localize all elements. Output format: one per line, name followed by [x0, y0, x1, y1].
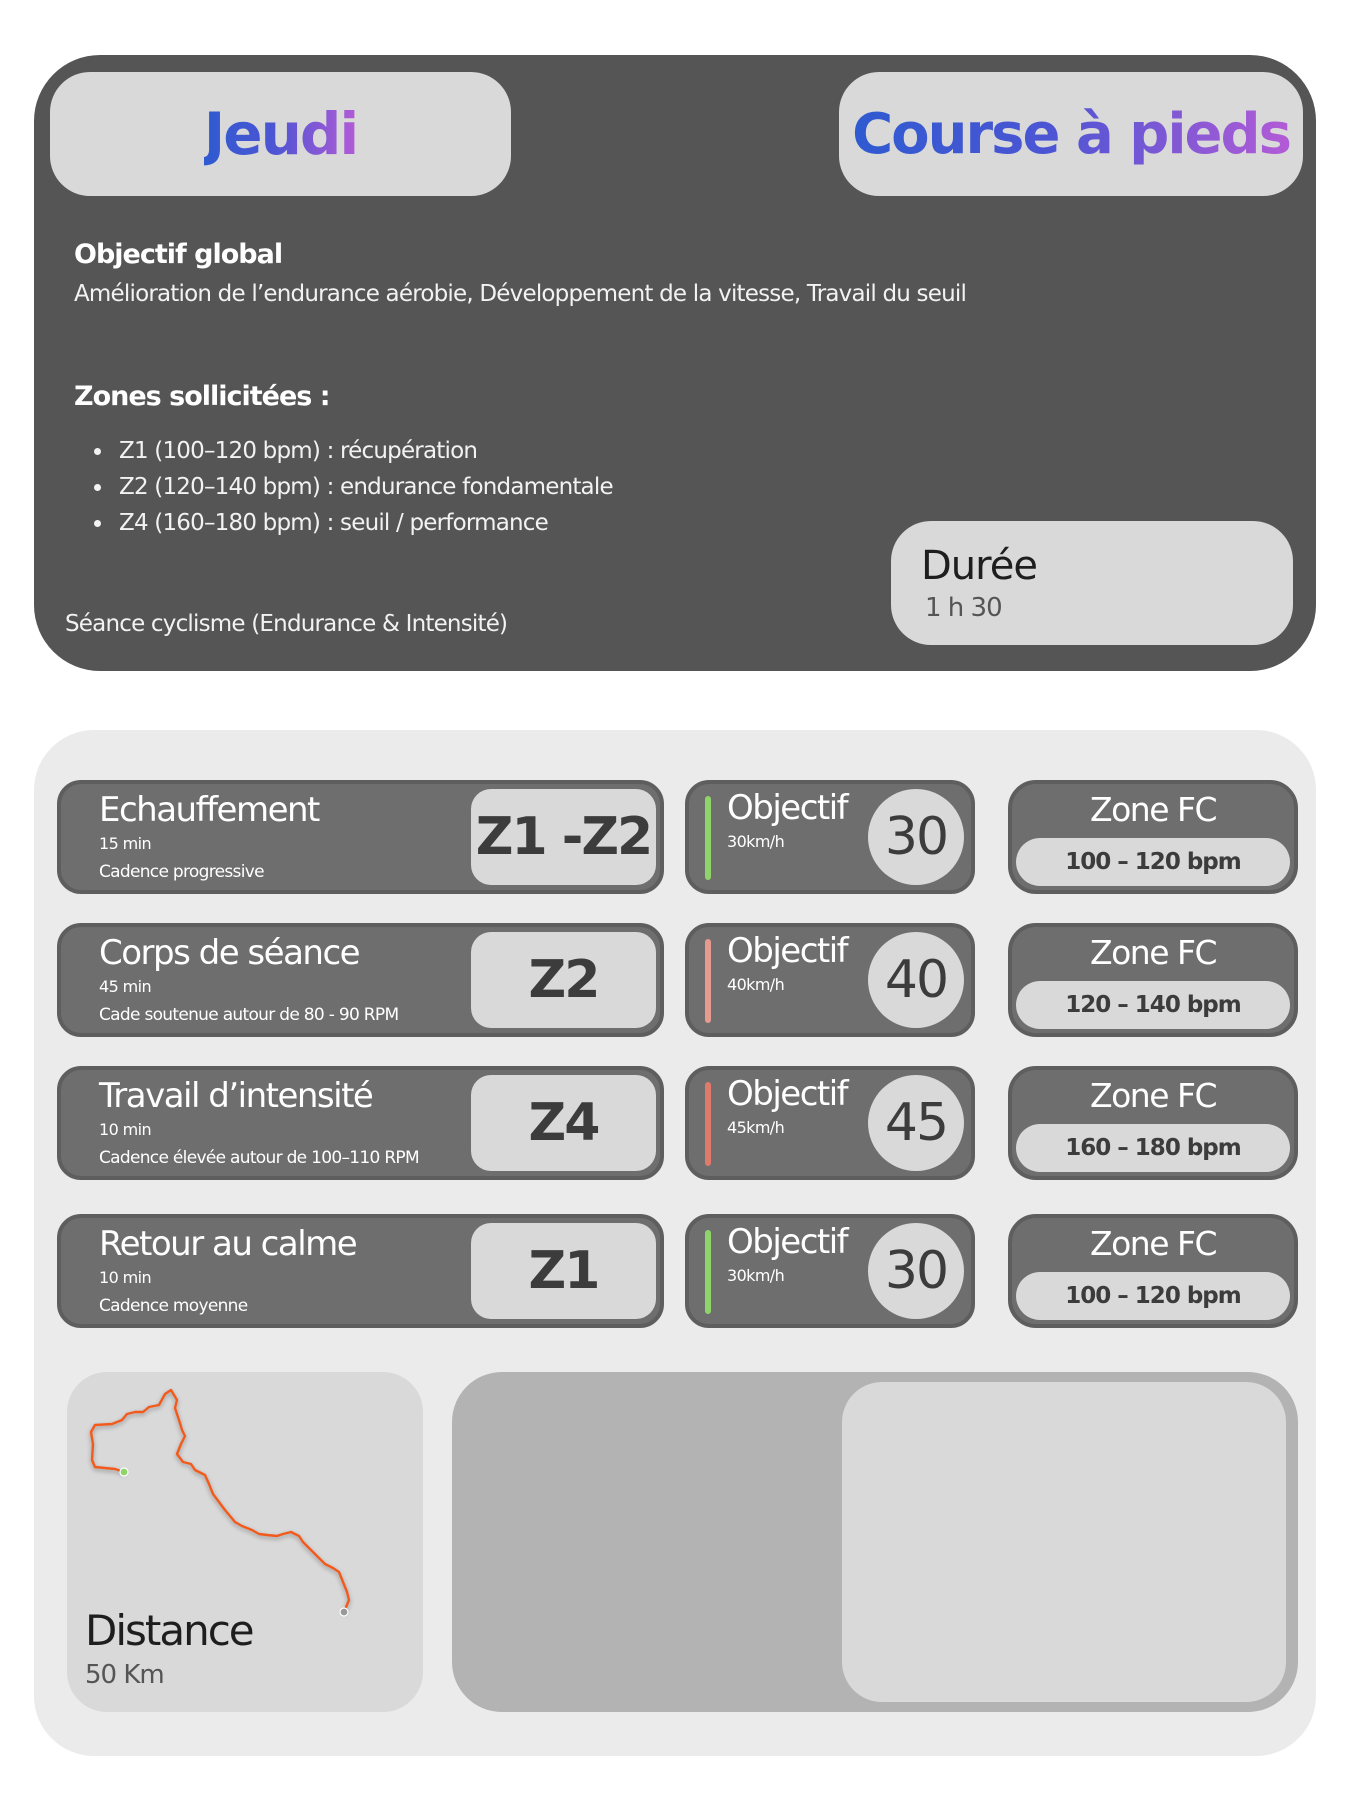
phase-row-cooldown [34, 1214, 1316, 1328]
phase-duration: 10 min [99, 1268, 152, 1287]
phase-row-warmup [34, 780, 1316, 894]
zones-list-item: Z2 (120–140 bpm) : endurance fondamentale [94, 469, 613, 505]
phase-card [57, 923, 664, 1037]
phase-cadence: Cadence élevée autour de 100–110 RPM [99, 1148, 419, 1168]
zones-list-item: Z1 (100–120 bpm) : récupération [94, 433, 613, 469]
heart-rate-zone-card [1008, 780, 1298, 894]
zone-badge: Z2 [471, 932, 656, 1028]
route-map-card [67, 1372, 423, 1712]
phase-cadence: Cadence moyenne [99, 1296, 248, 1316]
placeholder-inner-panel [842, 1382, 1286, 1702]
phase-row-intensity [34, 1066, 1316, 1180]
zones-list-item: Z4 (160–180 bpm) : seuil / performance [94, 505, 613, 541]
session-footnote: Séance cyclisme (Endurance & Intensité) [65, 611, 508, 637]
phase-name: Retour au calme [99, 1224, 357, 1264]
day-label: Jeudi [203, 100, 358, 168]
objective-value-circle: 45 [868, 1075, 964, 1171]
heart-rate-zone-card [1008, 923, 1298, 1037]
fc-label: Zone FC [1089, 790, 1217, 829]
fc-range: 160 – 180 bpm [1016, 1124, 1290, 1172]
phase-card [57, 1214, 664, 1328]
route-end-marker [340, 1608, 348, 1616]
objective-text: Amélioration de l’endurance aérobie, Développement de la vitesse, Travail du seuil [74, 281, 967, 307]
fc-label: Zone FC [1089, 1076, 1217, 1115]
route-line [91, 1390, 349, 1612]
phase-duration: 10 min [99, 1120, 152, 1139]
phase-name: Travail d’intensité [99, 1076, 373, 1116]
objective-speed: 30km/h [727, 1266, 785, 1285]
sport-label: Course à pieds [852, 101, 1290, 167]
objective-color-bar [705, 1230, 711, 1314]
objective-card [685, 923, 975, 1037]
objective-color-bar [705, 939, 711, 1023]
duration-value: 1 h 30 [925, 593, 1002, 623]
objective-value-circle: 30 [868, 789, 964, 885]
fc-range: 120 – 140 bpm [1016, 981, 1290, 1029]
objective-card [685, 780, 975, 894]
phase-card [57, 1066, 664, 1180]
phase-name: Corps de séance [99, 933, 360, 973]
phase-duration: 15 min [99, 834, 152, 853]
zones-list [94, 433, 613, 541]
zone-badge: Z1 -Z2 [471, 789, 656, 885]
placeholder-card [452, 1372, 1298, 1712]
objective-color-bar [705, 796, 711, 880]
fc-range: 100 – 120 bpm [1016, 1272, 1290, 1320]
phase-name: Echauffement [99, 790, 319, 830]
session-summary-card [34, 55, 1316, 671]
objective-title: Objectif global [74, 239, 283, 270]
objective-value-circle: 40 [868, 932, 964, 1028]
heart-rate-zone-card [1008, 1066, 1298, 1180]
phase-row-main [34, 923, 1316, 1037]
objective-card [685, 1066, 975, 1180]
zone-badge: Z1 [471, 1223, 656, 1319]
phase-cadence: Cade soutenue autour de 80 - 90 RPM [99, 1005, 399, 1025]
distance-label: Distance [85, 1606, 253, 1655]
phase-cadence: Cadence progressive [99, 862, 264, 882]
zone-badge: Z4 [471, 1075, 656, 1171]
sport-pill [839, 72, 1303, 196]
route-start-marker [120, 1468, 128, 1476]
objective-speed: 45km/h [727, 1118, 785, 1137]
objective-color-bar [705, 1082, 711, 1166]
objective-speed: 30km/h [727, 832, 785, 851]
objective-label: Objectif [727, 1074, 848, 1114]
phases-panel [34, 730, 1316, 1756]
phase-card [57, 780, 664, 894]
zones-title: Zones sollicitées : [74, 381, 330, 412]
objective-label: Objectif [727, 1222, 848, 1262]
objective-label: Objectif [727, 931, 848, 971]
heart-rate-zone-card [1008, 1214, 1298, 1328]
distance-value: 50 Km [85, 1660, 164, 1690]
day-pill [50, 72, 511, 196]
fc-label: Zone FC [1089, 933, 1217, 972]
objective-speed: 40km/h [727, 975, 785, 994]
fc-range: 100 – 120 bpm [1016, 838, 1290, 886]
duration-label: Durée [921, 543, 1037, 589]
phase-duration: 45 min [99, 977, 152, 996]
fc-label: Zone FC [1089, 1224, 1217, 1263]
objective-label: Objectif [727, 788, 848, 828]
objective-card [685, 1214, 975, 1328]
objective-value-circle: 30 [868, 1223, 964, 1319]
duration-card [891, 521, 1293, 645]
